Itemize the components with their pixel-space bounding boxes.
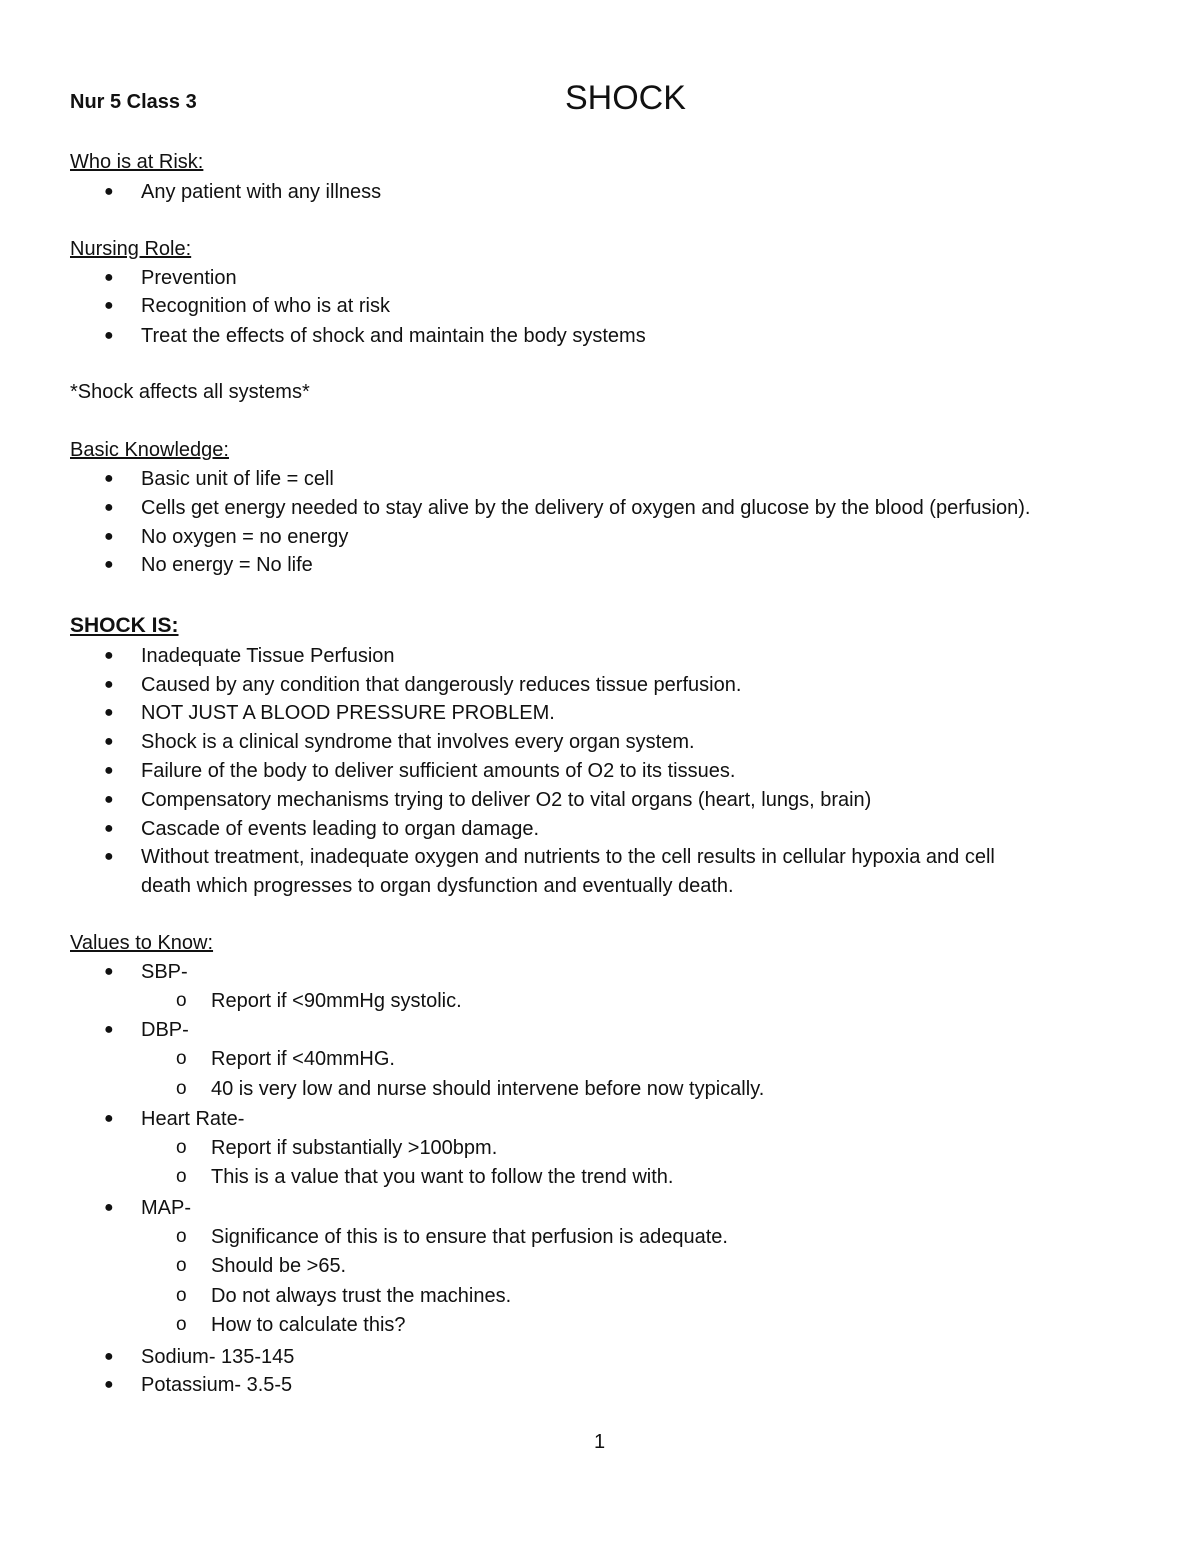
list-item-text: Cascade of events leading to organ damage. [141, 818, 540, 840]
list-item-text: No oxygen = no energy [141, 526, 349, 548]
list-item-text: No energy = No life [141, 554, 313, 576]
list-item-text: Shock is a clinical syndrome that involves every organ system. [141, 731, 695, 753]
bullet-icon: ● [104, 183, 114, 200]
sub-list-item-text: Do not always trust the machines. [211, 1285, 512, 1307]
list-item-text: SBP- [141, 961, 188, 983]
bullet-icon: ● [104, 963, 114, 980]
list-item-text: Potassium- 3.5-5 [141, 1374, 293, 1396]
list-item-text: DBP- [141, 1019, 189, 1041]
course-label: Nur 5 Class 3 [70, 91, 197, 113]
risk-heading: Who is at Risk: [70, 151, 204, 173]
bullet-icon: ● [104, 1376, 114, 1393]
shock-heading: SHOCK IS: [70, 614, 179, 637]
list-item-text: Prevention [141, 267, 237, 289]
bullet-icon: ● [104, 791, 114, 808]
bullet-icon: ● [104, 733, 114, 750]
sub-bullet-icon: o [176, 1226, 187, 1247]
sub-bullet-icon: o [176, 1048, 187, 1069]
sub-bullet-icon: o [176, 1137, 187, 1158]
bullet-icon: ● [104, 848, 114, 865]
list-item-text: NOT JUST A BLOOD PRESSURE PROBLEM. [141, 702, 555, 724]
page-title: SHOCK [565, 79, 686, 117]
list-item-text: Heart Rate- [141, 1108, 245, 1130]
bullet-icon: ● [104, 269, 114, 286]
bullet-icon: ● [104, 1110, 114, 1127]
bullet-icon: ● [104, 556, 114, 573]
sub-bullet-icon: o [176, 990, 187, 1011]
list-item-text: MAP- [141, 1197, 191, 1219]
sub-list-item-text: 40 is very low and nurse should intervene before now typically. [211, 1078, 765, 1100]
list-item-text: Basic unit of life = cell [141, 468, 334, 490]
sub-list-item-text: Report if <90mmHg systolic. [211, 990, 462, 1012]
sub-list-item-text: This is a value that you want to follow the trend with. [211, 1166, 674, 1188]
list-item-text: Sodium- 135-145 [141, 1346, 295, 1368]
sub-bullet-icon: o [176, 1255, 187, 1276]
sub-list-item-text: Should be >65. [211, 1255, 347, 1277]
bullet-icon: ● [104, 327, 114, 344]
list-item-text: Without treatment, inadequate oxygen and nutrients to the cell results in cellular hypoxia and cell [141, 846, 995, 868]
list-item-text: Compensatory mechanisms trying to deliver O2 to vital organs (heart, lungs, brain) [141, 789, 872, 811]
bullet-icon: ● [104, 499, 114, 516]
bullet-icon: ● [104, 470, 114, 487]
bullet-icon: ● [104, 676, 114, 693]
list-item-text: Cells get energy needed to stay alive by the delivery of oxygen and glucose by the blood (perfusion). [141, 497, 1031, 519]
bullet-icon: ● [104, 297, 114, 314]
bullet-icon: ● [104, 647, 114, 664]
bullet-icon: ● [104, 704, 114, 721]
role-heading: Nursing Role: [70, 238, 192, 260]
bullet-icon: ● [104, 820, 114, 837]
bullet-icon: ● [104, 762, 114, 779]
list-item-text-continued: death which progresses to organ dysfunction and eventually death. [141, 875, 734, 897]
list-item-text: Failure of the body to deliver sufficient amounts of O2 to its tissues. [141, 760, 736, 782]
bullet-icon: ● [104, 1199, 114, 1216]
list-item-text: Any patient with any illness [141, 181, 382, 203]
list-item-text: Recognition of who is at risk [141, 295, 391, 317]
bullet-icon: ● [104, 528, 114, 545]
page-number: 1 [594, 1431, 606, 1453]
bullet-icon: ● [104, 1348, 114, 1365]
bullet-icon: ● [104, 1021, 114, 1038]
shock-note: *Shock affects all systems* [70, 381, 310, 403]
sub-list-item-text: Significance of this is to ensure that perfusion is adequate. [211, 1226, 728, 1248]
list-item-text: Caused by any condition that dangerously reduces tissue perfusion. [141, 674, 742, 696]
sub-list-item-text: How to calculate this? [211, 1314, 406, 1336]
sub-bullet-icon: o [176, 1314, 187, 1335]
sub-bullet-icon: o [176, 1285, 187, 1306]
list-item-text: Inadequate Tissue Perfusion [141, 645, 395, 667]
basic-heading: Basic Knowledge: [70, 439, 229, 461]
sub-list-item-text: Report if substantially >100bpm. [211, 1137, 498, 1159]
list-item-text: Treat the effects of shock and maintain the body systems [141, 325, 646, 347]
sub-list-item-text: Report if <40mmHG. [211, 1048, 395, 1070]
sub-bullet-icon: o [176, 1078, 187, 1099]
sub-bullet-icon: o [176, 1166, 187, 1187]
values-heading: Values to Know: [70, 932, 214, 954]
